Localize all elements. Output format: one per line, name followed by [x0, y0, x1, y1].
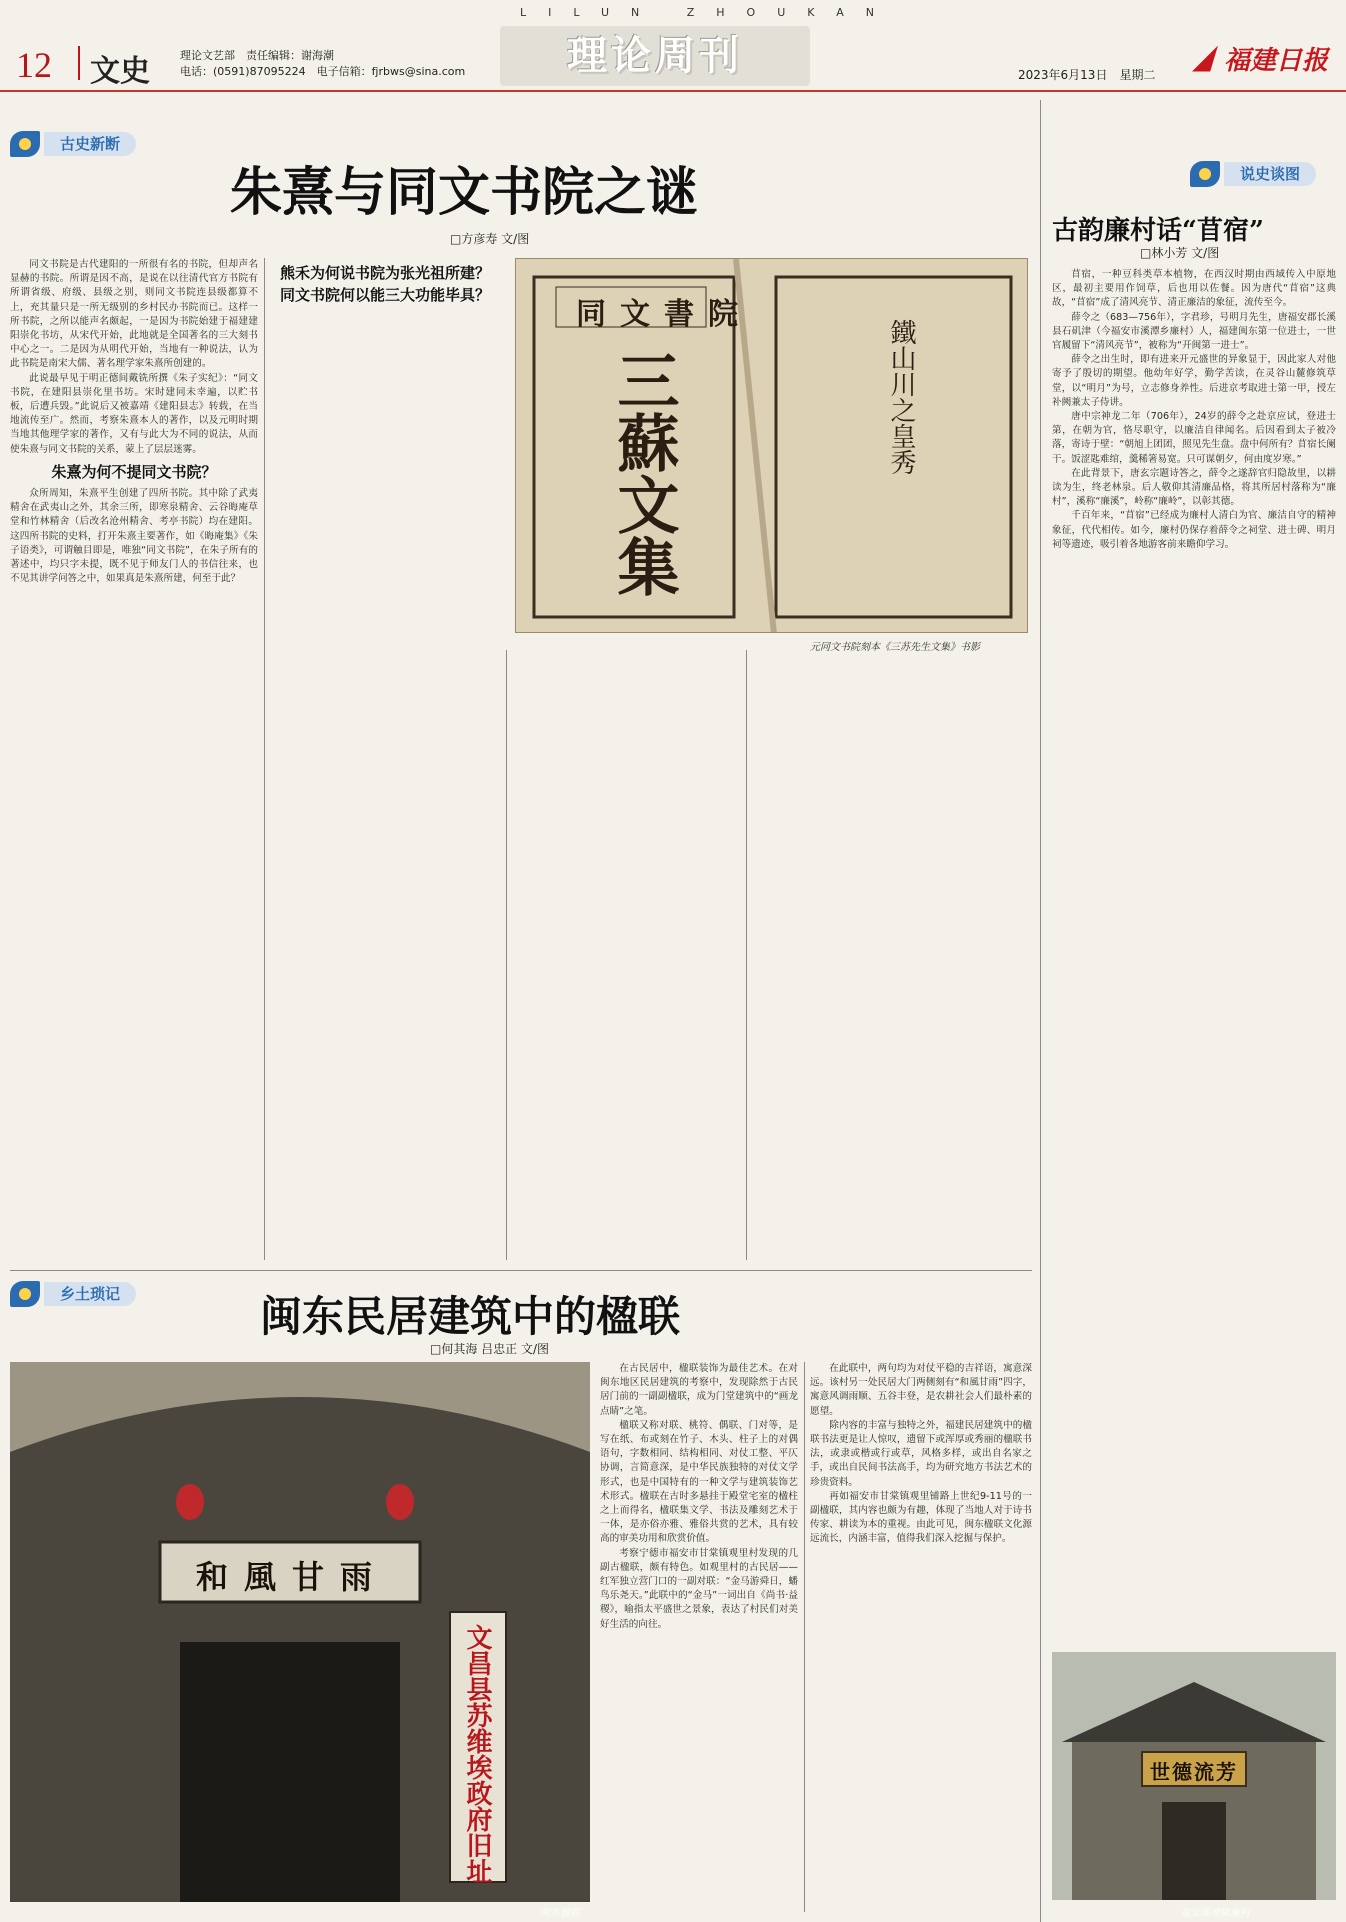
- masthead-pinyin: LILUN ZHOUKAN: [520, 6, 897, 19]
- section-name: 文史: [90, 54, 150, 89]
- article1-column-1: [10, 258, 258, 1260]
- paragraph: 在此背景下，唐玄宗题诗答之，薛令之遂辞官归隐故里，以耕读为生，终老林泉。后人敬仰其清廉品格，将其所居村落称为“廉村”，溪称“廉溪”，岭称“廉岭”，以彰其德。: [1052, 467, 1336, 508]
- paragraph: 在此联中，两句均为对仗平稳的吉祥语，寓意深远。该村另一处民居大门两侧刻有“和風甘雨”四字，寓意风调雨顺、五谷丰登，是农耕社会人们最朴素的愿望。: [810, 1363, 1032, 1417]
- book-title-text: 三蘇文集: [607, 349, 680, 597]
- contact-line: 电话：(0591)87095224 电子信箱：fjrbws@sina.com: [180, 65, 466, 78]
- tag-label: 乡土琐记: [44, 1282, 136, 1306]
- masthead-divider: [78, 46, 80, 80]
- masthead-rule: [0, 90, 1346, 92]
- editors-line: 理论文艺部 责任编辑：谢海潮: [180, 49, 334, 62]
- editors-info: [180, 48, 465, 80]
- paragraph: 唐中宗神龙二年（706年），24岁的薛令之赴京应试，登进士第，在朝为官，恪尽职守，以廉洁自律闻名。后因看到太子被冷落，寄诗于壁：“朝旭上团团，照见先生盘。盘中何所有？苜宿长阑干。饭涩匙难绾，羹稀箸易宽。只可谋朝夕，何由度岁寒。”: [1052, 411, 1336, 465]
- gate-sign-text: 文昌县苏维埃政府旧址: [462, 1624, 492, 1884]
- subheading: 朱熹为何不提同文书院？: [51, 462, 217, 481]
- house-photo: [1052, 1652, 1336, 1900]
- section-divider: [10, 1270, 1032, 1271]
- page-number: 12: [16, 45, 52, 85]
- house-plaque-text: 世德流芳: [1150, 1760, 1238, 1784]
- gate-caption: 闽东楹联: [540, 1908, 580, 1919]
- paragraph: 薛令之（683—756年），字君珍，号明月先生，唐福安郡长溪县石矶津（今福安市溪潭乡廉村）人，福建闽东第一位进士，一世官履留下“清风亮节”，被称为“开闽第一进士”。: [1052, 311, 1336, 352]
- brand-title: 理论周刊: [567, 32, 743, 79]
- tag-label: 说史谈图: [1224, 162, 1316, 186]
- article1-byline: □方彦寿 文/图: [450, 232, 530, 246]
- column-divider: [506, 650, 507, 1260]
- paragraph: 考察宁德市福安市甘棠镇观里村发现的几副古楹联，颇有特色。如观里村的古民居——红军独立营门口的一副对联：“金马游舜日，蟠鸟乐尧天。”此联中的“金马”一词出自《尚书·益稷》，喻指太平盛世之景象，表达了村民们对美好生活的向往。: [600, 1547, 798, 1630]
- brand-banner: [500, 26, 810, 86]
- paragraph: 再如福安市甘棠镇观里铺路上世纪9-11号的一副楹联，其内容也颇为有趣，体现了当地人对于诗书传家、耕读为本的重视。由此可见，闽东楹联文化源远流长，内涵丰富，值得我们深入挖掘与保护。: [810, 1490, 1032, 1545]
- book-photo: [515, 258, 1028, 633]
- issue-date: 2023年6月13日 星期二: [1018, 68, 1156, 82]
- book-header-text: 同文書院: [576, 297, 752, 332]
- article1-column-3: [512, 650, 740, 1260]
- page-divider: [1040, 100, 1041, 1922]
- column-divider: [804, 1362, 805, 1912]
- masthead: [0, 0, 1346, 92]
- paragraph: 千百年来，“苜宿”已经成为廉村人清白为官、廉洁自守的精神象征，代代相传。如今，廉村仍保存着薛令之祠堂、进士碑、明月祠等遗迹，吸引着各地游客前来瞻仰学习。: [1052, 510, 1336, 550]
- article3-title: 闽东民居建筑中的楹联: [260, 1292, 681, 1341]
- gate-photo: [10, 1362, 590, 1902]
- section-tag-shuoshi: [1190, 160, 1316, 188]
- gate-illustration: [10, 1362, 590, 1902]
- logo-flag-icon: [1192, 46, 1218, 72]
- house-caption: 福安溪潭镇廉村: [1180, 1908, 1250, 1919]
- logo-text: 福建日报: [1224, 46, 1329, 76]
- book-side-text: 鐵山川之皇秀: [886, 319, 916, 475]
- paragraph: 楹联又称对联、桃符、偶联、门对等，是写在纸、布或刻在竹子、木头、柱子上的对偶语句，字数相同、结构相同、对仗工整、平仄协调，言简意深，是中华民族独特的对仗文学形式，也是中国特有的一种文学与建筑装饰艺术形式。楹联在古时多悬挂于殿堂宅室的楹柱之上而得名，楹联集文学、书法及雕刻艺术于一体，是亦俗亦雅、雅俗共赏的艺术，具有较高的审美功用和欣赏价值。: [600, 1419, 798, 1545]
- column-divider: [746, 650, 747, 1260]
- article3-column-2: [810, 1362, 1032, 1912]
- section-tag-gushi: [10, 130, 136, 158]
- section-tag-xiangtu: [10, 1280, 136, 1308]
- article1-column-4: [752, 650, 1030, 1260]
- tag-label: 古史新断: [44, 132, 136, 156]
- paragraph: 苜宿，一种豆科类草本植物，在西汉时期由西域传入中原地区，最初主要用作饲草，后也用以佐餐。因为唐代“苜宿”这典故，“苜宿”成了清风亮节、清正廉洁的象征，流传至今。: [1052, 269, 1336, 309]
- tag-badge-icon: [10, 1281, 40, 1307]
- subheading: 熊禾为何说书院为张光祖所建？: [279, 264, 490, 282]
- article2-column: [1052, 268, 1336, 1638]
- tag-badge-icon: [1190, 161, 1220, 187]
- article1-column-2: [270, 258, 500, 1260]
- article3-byline: □何其海 吕忠正 文/图: [430, 1342, 550, 1356]
- paragraph: 在古民居中，楹联装饰为最佳艺术。在对闽东地区民居建筑的考察中，发现除然于古民居门前的一副副楹联，成为门堂建筑中的“画龙点睛”之笔。: [600, 1363, 798, 1417]
- paragraph: 此说最早见于明正德间戴铣所撰《朱子实纪》：“同文书院，在建阳县崇化里书坊。宋时建同未幸遍，以贮书板，后遭兵毁。”此说后又被嘉靖《建阳县志》转载，在当地流传至广。然而，考察朱熹本人的著作，以及元明时期当地其他理学家的著作，又有与此大为不同的说法，从而使朱熹与同文书院的关系，蒙上了层层迷雾。: [10, 372, 258, 455]
- paragraph: 众所周知，朱熹平生创建了四所书院。其中除了武夷精舍在武夷山之外，其余三所，即寒泉精舍、云谷晦庵草堂和竹林精舍（后改名沧州精舍、考亭书院）均在建阳。这四所书院的史料，打开朱熹主要著作，如《晦庵集》《朱子语类》，可谓触目即是，唯独“同文书院”，在朱子所有的著述中，均只字未提，既不见于师友门人的书信往来，也不见其讲学问答之中，如果真是朱熹所建，何至于此？: [10, 488, 258, 585]
- subheading: 同文书院何以能三大功能毕具？: [279, 286, 490, 305]
- paragraph: 同文书院是古代建阳的一所很有名的书院，但却声名显赫的书院。所谓是因不高，是说在以往清代官方书院有所谓省级、府级、县级之别，则同文书院连县级都算不上，充其量只是一所无级别的乡村民办书院而已。这样一所书院，之所以能声名颇起，一是因为书院始建于福建建阳崇化书坊，从宋代开始，此地就是全国著名的三大刻书中心之一。二是因为从明代开始，当地有一种说法，认为此书院是南宋大儒、著名理学家朱熹所创建的。: [10, 259, 258, 370]
- article3-column-1: [600, 1362, 798, 1912]
- gate-plaque-text: 和風甘雨: [196, 1558, 389, 1596]
- book-caption: 元同文书院刻本《三苏先生文集》书影: [810, 642, 980, 653]
- paragraph: 薛令之出生时，即有进来开元盛世的异象显于，因此家人对他寄予了殷切的期望。他幼年好学，勤学苦读，在灵谷山麓修筑草堂，以“明月”为号，立志修身养性。后进京考取进士第一甲，授左补阙兼太子侍讲。: [1052, 354, 1336, 408]
- column-divider: [264, 258, 265, 1260]
- article2-byline: □林小芳 文/图: [1140, 246, 1220, 260]
- newspaper-logo: [1192, 40, 1328, 77]
- article2-title: 古韵廉村话“苜宿”: [1052, 216, 1264, 246]
- paragraph: 除内容的丰富与独特之外，福建民居建筑中的楹联书法更是让人惊叹，遗留下或浑厚或秀丽的楹联书法，或隶或楷或行或草，风格多样，或出自名家之手，或出自民间书法高手，均为研究地方书法艺术的珍贵资料。: [810, 1419, 1032, 1488]
- tag-badge-icon: [10, 131, 40, 157]
- article1-title: 朱熹与同文书院之谜: [230, 162, 699, 223]
